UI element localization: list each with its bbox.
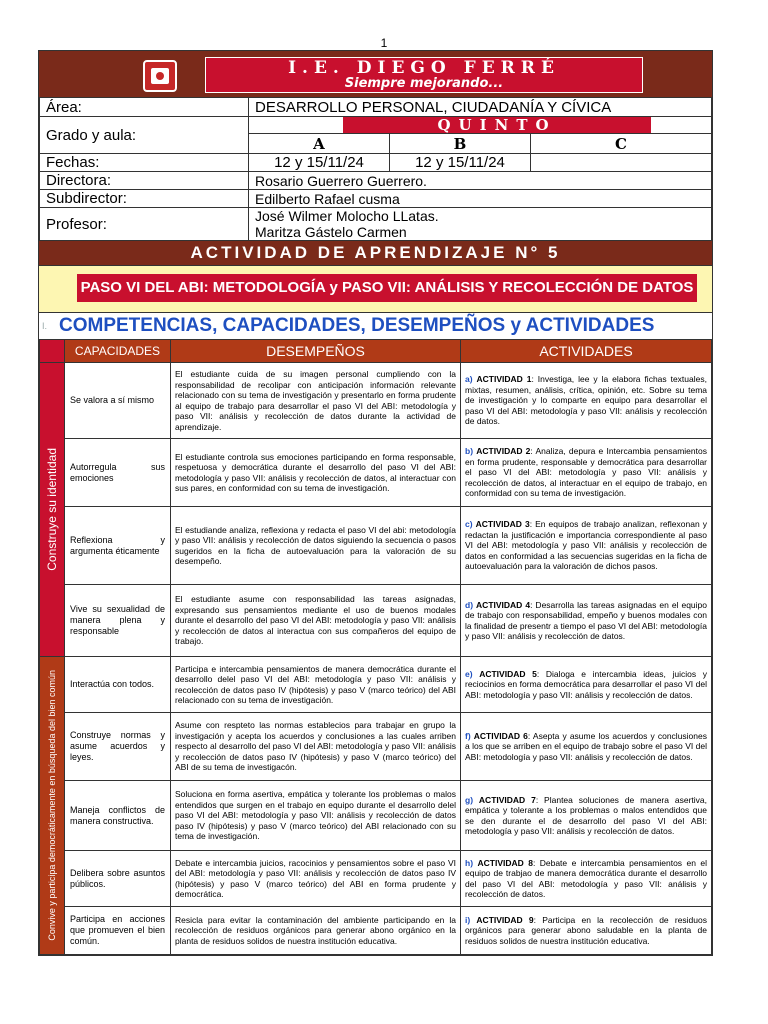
actividad-cell [461,657,712,713]
competencias-table [39,339,712,955]
actividad-name: ACTIVIDAD 7 [478,794,536,805]
capacidad-cell: Participa en acciones que promueven el bien común. [65,907,171,955]
actividad-cell [461,439,712,507]
desempeno-cell: Participa e intercambia pensamientos de manera democrática durante el desarrollo delel paso VI del ABI: metodología y paso VII: análisis y recolección de datos paso IV (hipótesis) y paso V (marco teórico) del ABI relacionado con su tema de investigación. [171,657,461,713]
competencia-1-cell [40,363,65,657]
school-crest-icon [143,60,177,92]
desempeno-cell: Resicla para evitar la contaminación del ambiente participando en la recolección de residuos orgánicos para generar abono orgánico en la planta de residuos solidos de nuestra institución educativa. [171,907,461,955]
fecha-c [531,154,712,172]
competencias-title: COMPETENCIAS, CAPACIDADES, DESEMPEÑOS y ACTIVIDADES [59,315,655,336]
competencia-2-cell [40,657,65,955]
actividad-text: : Desarrolla las tareas asignadas en el equipo de trabajo con responsabilidad, empeño y buenos modales con la finalidad de presentr a tiempo el paso VI del ABI: metodología y paso VII: análisis y recolección de datos. [465,599,708,641]
info-table [39,97,712,241]
fechas-label: Fechas: [40,154,249,172]
area-value: DESARROLLO PERSONAL, CIUDADANÍA Y CÍVICA [249,98,712,117]
actividad-text: : Asepta y asume los acuerdos y conclusiones a los que se arriben en el equipo de trabajo sobre el paso VI del ABI: metodología y paso VII: análisis y recolección de datos. [465,730,707,762]
actividad-text: : Dialoga e intercambia ideas, juicios y reciocinios en forma democrática para desarrollar el paso VI del ABI: metodología y paso VII: análisis y recolección de datos. [465,668,707,700]
actividad-cell [461,907,712,955]
actividad-letter: b) [465,446,474,457]
subdirector-label: Subdirector: [40,190,249,208]
profesor-value-1: José Wilmer Molocho LLatas. [255,208,439,224]
area-label: Área: [40,98,249,117]
actividad-text: : En equipos de trabajo analizan, reflexonan y redactan la justificación e importancia correspondiente al paso VI del ABI: metodología y paso VII: análisis y recolección de datos en conformidad a las secuencias sugeridas en la ficha de autoevaluación para la valoración de dichos pasos. [465,519,707,572]
document-sheet [38,50,713,956]
table-row [40,439,712,507]
actividad-name: ACTIVIDAD 2 [476,446,531,457]
competencias-letter: I. [42,321,48,331]
header-desempenos: DESEMPEÑOS [171,340,461,363]
actividad-cell [461,363,712,439]
actividad-name: ACTIVIDAD 3 [475,519,530,530]
profesor-value-2: Maritza Gástelo Carmen [255,224,407,240]
actividad-text: : Analiza, depura e Intercambia pensamientos en forma prudente, responsable y democrática para desarrollar el paso VI del ABI: metodología y paso VII: análisis y recolección de datos, al interactuar en el equipo de trabajo, en conformidad con su tema de investigación. [465,446,707,499]
fecha-a: 12 y 15/11/24 [249,154,390,172]
table-row [40,507,712,585]
actividad-text: : Participa en la recolección de residuos orgánicos para generar abono saludable en la planta de residuos solidos de nuestra institución educativa. [465,914,707,946]
capacidad-cell: Reflexiona y argumenta éticamente [65,507,171,585]
capacidad-cell: Se valora a sí mismo [65,363,171,439]
actividad-text: : Debate e intercambia pensamientos en el equipo de trabjao de manera democrática durante el desarrollo del paso VI del ABI: metodología y paso VII: análisis y recolección de datos. [465,857,707,899]
table-row [40,657,712,713]
school-motto: Siempre mejorando... [344,76,504,91]
section-c: C [531,134,712,154]
actividad-letter: e) [465,668,473,679]
desempeno-cell: Soluciona en forma asertiva, empática y tolerante los problemas o malos entendidos que surgen en el trabajo en equipo durante el desarrollo delel paso VI del ABI: metodología y paso VII: análisis y recolección de datos paso IV (hipótesis) y paso V (marco teórico) del ABI relacionado con su tema de investigación. [171,781,461,851]
capacidad-cell: Construye normas y asume acuerdos y leyes. [65,713,171,781]
school-name: I.E. DIEGO FERRÉ [288,58,560,78]
table-row [40,585,712,657]
competencia-2-label: Convive y participa democráticamente en búsqueda del bien común [47,670,57,941]
table-row [40,907,712,955]
actividad-letter: f) [465,730,471,741]
competencias-heading [39,312,712,339]
page-number: 1 [380,36,388,50]
actividad-name: ACTIVIDAD 4 [476,599,531,610]
actividad-letter: c) [465,519,473,530]
desempeno-cell: El estudiante controla sus emociones participando en forma responsable, respetuosa y democrática durante el desarrollo del paso VI del ABI: metodología y paso VII: análisis y recolección de datos, al interactuar con sus pares, en conformidad con su tema de investigación. [171,439,461,507]
table-row [40,781,712,851]
activity-title: ACTIVIDAD DE APRENDIZAJE N° 5 [39,241,712,265]
actividad-name: ACTIVIDAD 9 [476,914,534,925]
fecha-b: 12 y 15/11/24 [390,154,531,172]
table-row [40,363,712,439]
subdirector-value: Edilberto Rafael cusma [249,190,712,208]
table-row [40,713,712,781]
actividad-text: : Investiga, lee y la elabora fichas textuales, mixtas, resumen, análisis, crítica, opinión, etc. Sobre su tema de investigación y lo comparte en equipo para desarrollar el paso VI del ABI: metodología y paso VII: análisis y recolección de datos. [465,374,707,427]
actividad-text: : Plantea soluciones de manera asertiva, empática y tolerante a los problemas o malos entendidos que se den durante el de desarrollo del paso VI del ABI: metodología y paso VII: análisis y recolección de datos. [465,794,707,836]
school-banner [39,51,712,97]
desempeno-cell: Asume con respteto las normas establecios para trabajar en grupo la investigación y acepta los acuerdos y conclusiones a las cuales arriben respecto al desarrollo del paso VI del ABI: metodología y paso VII: análisis y recolección de datos paso IV (hipótesis) y paso V (marco teórico) del ABI de su tema de investigacón. [171,713,461,781]
actividad-name: ACTIVIDAD 5 [479,668,537,679]
capacidad-cell: Vive su sexualidad de manera plena y responsable [65,585,171,657]
actividad-cell [461,507,712,585]
header-capacidades: CAPACIDADES [65,340,171,363]
directora-label: Directora: [40,172,249,190]
desempeno-cell: El estudiante cuida de su imagen personal cumpliendo con la responsabilidad de recolipar con anticipación información relevante relacionado con su tema de investigación y presentarlo en forma prudente al equipo de trabajo para desarrollar el paso VI del ABI: metodología y paso VII: análisis y recolección de datos durante la actividad de aprendizaje. [171,363,461,439]
paso-banner [39,265,712,312]
table-row [40,851,712,907]
actividad-letter: h) [465,857,474,868]
capacidad-cell: Delibera sobre asuntos públicos. [65,851,171,907]
side-header [40,340,65,363]
section-b: B [390,134,531,154]
actividad-cell [461,781,712,851]
directora-value: Rosario Guerrero Guerrero. [249,172,712,190]
actividad-name: ACTIVIDAD 1 [476,374,532,385]
actividad-cell [461,713,712,781]
grado-value: QUINTO [343,117,651,133]
actividad-cell [461,585,712,657]
grado-label: Grado y aula: [40,117,249,154]
capacidad-cell: Maneja conflictos de manera constructiva. [65,781,171,851]
school-title-box [205,57,643,93]
desempeno-cell: El estudiande analiza, reflexiona y redacta el paso VI del abi: metodología y paso VII: análisis y recolección de datos siguiendo la secuencia o pasos sugeridos en la ficha de autoevaluación para la valoración de su desempeño. [171,507,461,585]
capacidad-cell: Autorregula sus emociones [65,439,171,507]
competencia-1-label: Construye su identidad [45,448,59,571]
actividad-letter: d) [465,599,474,610]
actividad-letter: a) [465,374,473,385]
actividad-cell [461,851,712,907]
desempeno-cell: El estudiante asume con responsabilidad las tareas asignadas, expresando sus pensamientos mediante el uso de buenos modales durante el desarrollo del paso VI del ABI: metodología y paso VII: análisis y recolección de datos al interactua con sus compañeros del equipo de trabajo. [171,585,461,657]
paso-title: PASO VI DEL ABI: METODOLOGÍA y PASO VII: ANÁLISIS Y RECOLECCIÓN DE DATOS [77,274,697,302]
actividad-letter: g) [465,794,474,805]
capacidad-cell: Interactúa con todos. [65,657,171,713]
header-actividades: ACTIVIDADES [461,340,712,363]
desempeno-cell: Debate e intercambia juicios, racocinios y pensamientos sobre el paso VI del ABI: metodología y paso VII: análisis y recolección de datos paso IV (hipótesis) y paso V (marco teórico) del ABI en forma prudente y democrática. [171,851,461,907]
section-a: A [249,134,390,154]
actividad-name: ACTIVIDAD 6 [473,730,528,741]
actividad-letter: i) [465,914,471,925]
profesor-label: Profesor: [40,208,249,241]
actividad-name: ACTIVIDAD 8 [477,857,533,868]
